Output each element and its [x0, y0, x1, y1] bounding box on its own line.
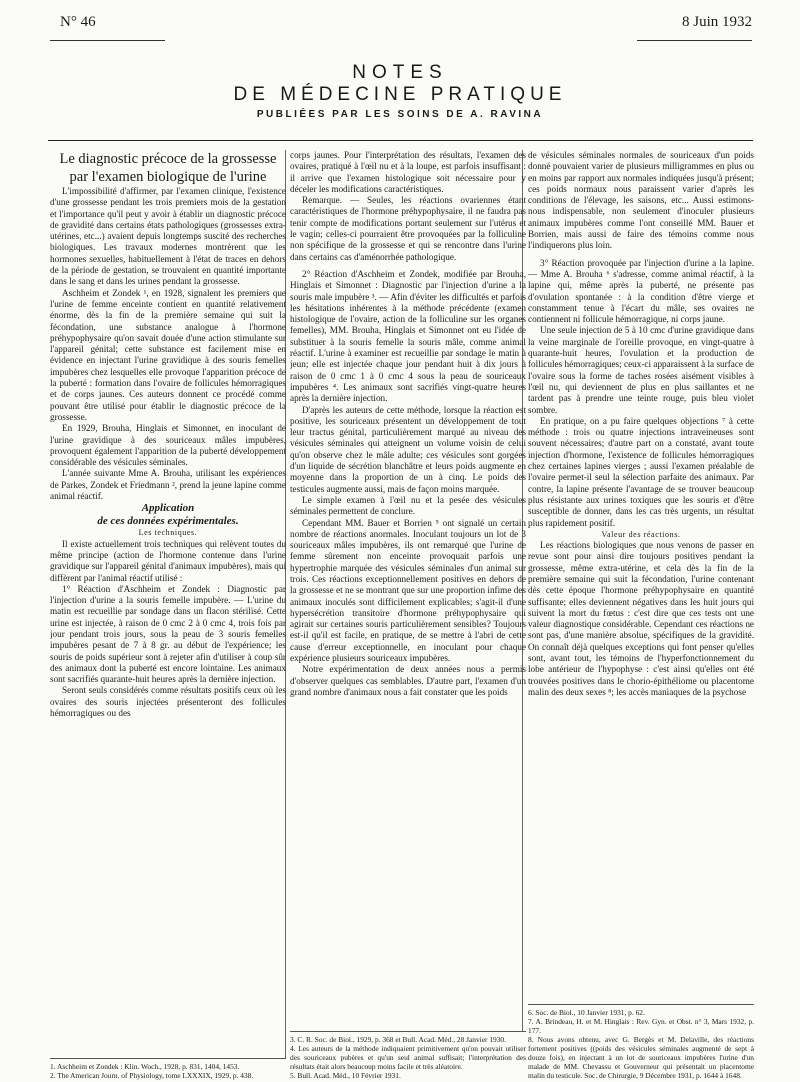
- paragraph: D'après les auteurs de cette méthode, lorsque la réaction est positive, les souriceaux présentent un développement de tout leur tractus génital, particulièrement marqué au niveau des vésicules séminales qui atteignent un volume voisin de celui qu'on observe chez le mâle adulte; ces vésicules sont gorgées d'un liquide de sécrétion blanchâtre et leurs poids augmente en moyenne dans la proportion de un à cinq. Le poids des testicules augmente aussi, mais de façon moins marquée.: [290, 404, 526, 494]
- column-2: [290, 150, 526, 1080]
- paragraph: Cependant MM. Bauer et Borrien ⁵ ont signalé un certain nombre de réactions anormales. Inoculant toujours un lot de 3 souriceaux mâles impubères, ils ont remarqué que l'urine de femme sûrement non enceinte provoquait parfois une hypertrophie marquée des vésicules séminales d'un animal sur trois. Ces réactions exceptionnellement positives en dehors de la grossesse et ne se montrant que sur une proportion infime des animaux inoculés sont difficilement explicables; s'agit-il d'une hypersécrétion transitoire d'hormone préhypophysaire qui agirait sur certaines souris particulièrement sensibles? Toujours est-il qu'il est facile, en pratique, de se mettre à l'abri de cette cause d'erreur exceptionnelle, en inoculant pour chaque expérience plusieurs souriceaux impubères.: [290, 517, 526, 664]
- masthead: [0, 62, 800, 120]
- footnotes: [528, 1004, 754, 1080]
- footnotes: [50, 1058, 286, 1080]
- footnote: 7. A. Brindeau, H. et M. Hinglais : Rev. Gyn. et Obst. n° 3, Mars 1932, p. 177.: [528, 1017, 754, 1035]
- footnote: 5. Bull. Acad. Méd., 10 Février 1931.: [290, 1071, 401, 1080]
- top-rule-left: [50, 40, 165, 41]
- footnote: 8. Nous avons obtenu, avec G. Bergès et M. Delaville, des réactions fortement positives ((poids des vésicules séminales augmenté de sept à douze fois), en injectant à un lot de souriceaux impubères l'urine d'un malade de MM. Chevassu et Gouverneur qui présentait un placentome malin du testicule. Soc. de Chirurgie, 9 Décembre 1931, p. 1644 à 1648.: [528, 1035, 754, 1080]
- paragraph: Notre expérimentation de deux années nous a permis d'observer quelques cas semblables. D'autre part, l'examen d'un grand nombre d'animaux nous a fait constater que les poids: [290, 664, 526, 697]
- issue-date: 8 Juin 1932: [681, 14, 752, 30]
- paragraph: de vésicules séminales normales de souriceaux d'un poids donné pouvaient varier de plusieurs milligrammes en plus ou en moins par rapport aux normales indiquées jusqu'à présent; ces poids normaux nous paraissent varier d'après les conditions de l'élevage, les saisons, etc... Aussi estimons-nous indispensable, non seulement d'inoculer plusieurs animaux impubères comme l'ont conseillé MM. Bauer et Borrien, mais aussi de faire des témoins comme nous l'indiquerons plus loin.: [528, 150, 754, 251]
- paragraph: corps jaunes. Pour l'interprétation des résultats, l'examen des ovaires, pratiqué à l'œil nu et à la loupe, est parfois insuffisant : il arrive que l'examen histologique soit nécessaire pour y déceler les modifications caractéristiques.: [290, 150, 526, 194]
- masthead-notes: NOTES: [352, 62, 448, 83]
- title-line-2: par l'examen biologique de l'urine: [69, 169, 267, 185]
- paragraph: Seront seuls considérés comme résultats positifs ceux où les ovaires des souris injectées présenteront des follicules hémorragiques ou des: [50, 685, 286, 719]
- paragraph: Il existe actuellement trois techniques qui relèvent toutes du même principe (action de l'hormone contenue dans l'urine gravidique sur l'appareil génital d'animaux impubères), mais qui diffèrent par l'animal réactif utilisé :: [50, 538, 286, 583]
- paragraph: Aschheim et Zondek ¹, en 1928, signalent les premiers que l'urine de femme enceinte contient en quantité relativement énorme, dès la fin de la première semaine qui suit la fécondation, une substance analogue à l'hormone préhypophysaire qu'on savait douée d'une action stimulante sur l'appareil génital; cette substance est facilement mise en évidence en injectant l'urine gravidique à des souris femelles impubères chez lesquelles elle provoque l'apparition précoce de la puberté : formation dans l'ovaire de follicules hémorragiques et de corps jaunes. Ces auteurs donnent ce procédé comme pouvant être utilisé pour établir le diagnostic précoce de la grossesse.: [50, 287, 286, 422]
- paragraph: L'impossibilité d'affirmer, par l'examen clinique, l'existence d'une grossesse pendant les trois premiers mois de la gestation et l'importance qu'il peut y avoir à établir un diagnostic précoce de gravidité dans certains états pathologiques (grossesses extra-utérines, etc...) avaient depuis longtemps suscité des recherches biologiques. Les travaux modernes montrèrent que les hormones sexuelles, habituellement à l'état de traces en dehors de la période de gestation, se trouvaient en quantité importante dans le sang et dans les urines pendant la grossesse.: [50, 186, 286, 287]
- top-rule-right: [637, 40, 752, 41]
- title-line-1: Le diagnostic précoce de la grossesse: [59, 151, 277, 167]
- column-3: [528, 150, 754, 1080]
- section-heading-line-1: Application: [141, 502, 195, 515]
- paragraph: 3° Réaction provoquée par l'injection d'urine a la lapine. — Mme A. Brouha ⁶ s'adresse, comme animal réactif, à la lapine qui, même après la puberté, ne présente pas d'ovulation spontanée : à la condition d'être vierge et constamment tenue à l'écart du mâle, ses ovaires ne contiennent ni follicule hémorragique, ni corps jaune.: [528, 257, 754, 325]
- footnotes: [290, 1031, 526, 1080]
- paragraph: Remarque. — Seules, les réactions ovariennes étant caractéristiques de l'hormone préhypophysaire, il ne faudra pas tenir compte de modifications portant seulement sur l'utérus et le vagin; celles-ci pourraient être provoquées par la folliculine non spécifique de la grossesse et qui se rencontre dans l'urine dans certains cas d'aménorrhée pathologique.: [290, 195, 526, 262]
- column-1: [50, 150, 286, 1080]
- subsection-heading: Valeur des réactions.: [601, 529, 681, 539]
- footnote: 6. Soc. de Biol., 10 Janvier 1931, p. 62.: [528, 1008, 645, 1017]
- article-title: [50, 150, 286, 186]
- paragraph: L'année suivante Mme A. Brouha, utilisant les expériences de Parkes, Zondek et Friedmann ², prend la jeune lapine comme animal réactif.: [50, 468, 286, 502]
- subsection-heading: Les techniques.: [138, 528, 198, 538]
- footnote: 4. Les auteurs de la méthode indiquaient primitivement qu'on pouvait utiliser des souriceaux pubères et qu'un seul animal suffisait; l'interprétation des résultats était alors beaucoup moins facile et très aléatoire.: [290, 1044, 526, 1071]
- section-heading: [50, 502, 286, 527]
- paragraph: Le simple examen à l'œil nu et la pesée des vésicules séminales permettent de conclure.: [290, 494, 526, 517]
- header-rule: [48, 140, 753, 141]
- paragraph: 2° Réaction d'Aschheim et Zondek, modifiée par Brouha, Hinglais et Simonnet : Diagnostic par l'injection d'urine a la souris male impubère ³. — Afin d'éviter les difficultés et parfois les hésitations inhérentes à la méthode précédente (examen histologique de l'ovaire, action de la folliculine sur les organes femelles), MM. Brouha, Hinglais et Simonnet ont eu l'idée de substituer à la souris femelle la souris mâle, comme animal réactif. L'urine à examiner est recueillie par sondage le matin à jeun; elle est injectée chaque jour pendant huit à dix jours à raison de 0 cmc 1 à 0 cmc 4 sous la peau de souriceaux impubères ⁴. Les animaux sont sacrifiés vingt-quatre heures après la dernière injection.: [290, 268, 526, 404]
- section-heading-line-2: de ces données expérimentales.: [97, 514, 239, 527]
- footnote: 2. The American Journ. of Physiology, tome LXXXIX, 1929, p. 438.: [50, 1071, 254, 1080]
- paragraph: 1° Réaction d'Aschheim et Zondek : Diagnostic par l'injection d'urine a la souris femelle impubère. — L'urine du matin est recueillie par sondage dans un flacon stérilisé. Cette urine est injectée, à raison de 0 cmc 2 à 0 cmc 4, trois fois par jour pendant trois jours, sous la peau de 3 souris femelles impubères pesant de 7 à 8 gr. au début de l'expérience; les souris de poids supérieur sont à rejeter afin d'utiliser à coup sûr des animaux dont la puberté est encore lointaine. Les animaux sont sacrifiés quarante-huit heures après la dernière injection.: [50, 583, 286, 685]
- masthead-title: DE MÉDECINE PRATIQUE: [233, 84, 567, 105]
- footnote: 3. C. R. Soc. de Biol., 1929, p. 368 et Bull. Acad. Méd., 28 Janvier 1930.: [290, 1035, 506, 1044]
- masthead-editor: PUBLIÉES PAR LES SOINS DE A. RAVINA: [256, 109, 544, 120]
- footnote: 1. Aschheim et Zondek : Klin. Woch., 1928, p. 831, 1404, 1453.: [50, 1062, 240, 1071]
- paragraph: En pratique, on a pu faire quelques objections ⁷ à cette méthode : trois ou quatre injections intraveineuses sont souvent nécessaires; d'autre part on a constaté, avant toute injection d'hormone, l'existence de follicules hémorragiques chez certaines lapines vierges ; aussi l'examen préalable de l'ovaire permet-il seul la sélection parfaite des animaux. Par contre, la lapine présente l'avantage de se trouver beaucoup plus résistante aux urines toxiques que les souris et d'être susceptible de donner, dans les cas très urgents, un résultat plus rapidement positif.: [528, 415, 754, 528]
- paragraph: En 1929, Brouha, Hinglais et Simonnet, en inoculant de l'urine gravidique à des souriceaux mâles impubères, provoquent également l'apparition de la puberté développement considérable des vésicules séminales.: [50, 423, 286, 468]
- issue-number: N° 46: [60, 14, 96, 30]
- paragraph: Les réactions biologiques que nous venons de passer en revue sont pour ainsi dire toujours positives pendant la grossesse, même extra-utérine, et cela dès la fin de la première semaine qui suit la fécondation, l'urine contenant dès cette époque l'hormone préhypophysaire en quantité suffisante; elles deviennent négatives dans les huit jours qui suivent la mort du fœtus : c'est dire que ces tests ont une valeur diagnostique considérable. Cependant ces réactions ne sont pas, d'une manière absolue, spécifiques de la gravidité. On connaît déjà quelques exceptions qui font penser qu'elles sont, avant tout, les témoins de l'hyperfonctionnement du lobe antérieur de l'hypophyse : c'est ainsi qu'elles ont été trouvées positives dans le chorio-épithéliome ou placentome malin des deux sexes ⁸; les accès maniaques de la psychose: [528, 540, 754, 697]
- paragraph: Une seule injection de 5 à 10 cmc d'urine gravidique dans la veine marginale de l'oreille provoque, en vingt-quatre à quarante-huit heures, l'ovulation et la production de follicules hémorragiques; ceux-ci apparaissent à la surface de l'ovaire sous la forme de taches rosées aisément visibles à l'œil nu, qui deviennent de plus en plus saillantes et ne tardent pas à prendre une teinte rouge, puis bleu violet sombre.: [528, 325, 754, 415]
